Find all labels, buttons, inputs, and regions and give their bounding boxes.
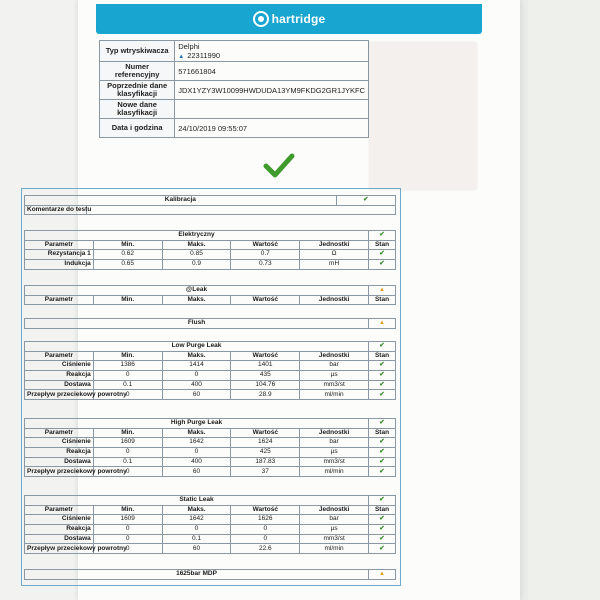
check-icon: ✔ — [379, 231, 385, 239]
table-row: Przepływ przeciekowy powrotny 0 60 22.6 ml/min ✔ — [25, 544, 396, 554]
table-row: Reakcja 0 0 425 µs ✔ — [25, 448, 396, 458]
status-cell — [336, 196, 395, 206]
check-icon: ✔ — [379, 250, 385, 258]
table-row: Rezystancja 1 0.62 0.85 0.7 Ω ✔ — [25, 250, 396, 260]
section-title: High Purge Leak — [25, 419, 369, 429]
col-header: Jednostki — [300, 240, 369, 250]
table-row: Dostawa 0 0.1 0 mm3/st ✔ — [25, 534, 396, 544]
info-row — [100, 62, 369, 81]
check-icon: ✔ — [379, 380, 385, 388]
check-icon: ✔ — [379, 467, 385, 475]
injector-info-table — [99, 40, 369, 138]
check-icon: ✔ — [379, 515, 385, 523]
check-icon: ✔ — [379, 371, 385, 379]
section-title: 1625bar MDP — [25, 570, 369, 580]
brand-banner — [96, 4, 482, 34]
check-icon: ✔ — [379, 544, 385, 552]
header-row: Parametr Min. Maks. Wartość Jednostki Stan — [25, 505, 396, 515]
section-title: Low Purge Leak — [25, 342, 369, 352]
table-row: Dostawa 0.1 400 187.83 mm3/st ✔ — [25, 457, 396, 467]
electrical-section — [24, 230, 396, 270]
pass-check-icon — [264, 152, 294, 178]
status-cell — [369, 231, 396, 241]
hartridge-logo-icon — [253, 11, 269, 27]
col-header: Parametr — [25, 240, 94, 250]
info-row — [100, 41, 369, 62]
flush-section — [24, 318, 396, 329]
col-header: Min. — [93, 240, 162, 250]
info-label: Data i godzina — [100, 119, 175, 138]
mdp-section — [24, 569, 396, 580]
warning-icon: ▲ — [379, 320, 385, 327]
info-row — [100, 100, 369, 119]
leak-section — [24, 285, 396, 305]
info-label: Numer referencyjny — [100, 62, 175, 81]
info-row — [100, 119, 369, 138]
table-row: Ciśnienie 1609 1642 1626 bar ✔ — [25, 515, 396, 525]
info-row — [100, 81, 369, 100]
triangle-icon: ▲ — [178, 54, 185, 60]
info-value: 24/10/2019 09:55:07 — [175, 119, 369, 138]
check-icon: ✔ — [379, 496, 385, 504]
info-label: Poprzednie dane klasyfikacji — [100, 81, 175, 100]
table-row: Ciśnienie 1386 1414 1401 bar ✔ — [25, 361, 396, 371]
check-icon: ✔ — [379, 448, 385, 456]
header-row: Parametr Min. Maks. Wartość Jednostki Stan — [25, 295, 396, 305]
col-header: Stan — [369, 240, 396, 250]
info-value: 571661804 — [175, 62, 369, 81]
check-icon: ✔ — [363, 196, 369, 204]
table-row: Reakcja 0 0 435 µs ✔ — [25, 371, 396, 381]
comment-label: Komentarze do testu — [25, 205, 87, 215]
info-label: Typ wtryskiwacza — [100, 41, 175, 62]
check-icon: ✔ — [379, 361, 385, 369]
comment-value — [87, 205, 396, 215]
injector-type-value: Delphi — [178, 42, 200, 51]
section-title: Elektryczny — [25, 231, 369, 241]
check-icon: ✔ — [379, 534, 385, 542]
section-title: @Leak — [25, 286, 369, 296]
header-row: Parametr Min. Maks. Wartość Jednostki Stan — [25, 351, 396, 361]
col-header: Wartość — [231, 240, 300, 250]
injector-sub-value: 22311990 — [187, 51, 221, 60]
info-value — [175, 41, 369, 62]
check-icon: ✔ — [379, 457, 385, 465]
warning-icon: ▲ — [379, 287, 385, 294]
header-row: Parametr Min. Maks. Wartość Jednostki Stan — [25, 428, 396, 438]
table-row: Reakcja 0 0 0 µs ✔ — [25, 525, 396, 535]
check-icon: ✔ — [379, 342, 385, 350]
calibration-section — [24, 195, 396, 215]
section-title: Static Leak — [25, 496, 369, 506]
table-row: Przepływ przeciekowy powrotny 0 60 37 ml/min ✔ — [25, 467, 396, 477]
check-icon: ✔ — [379, 419, 385, 427]
header-row — [25, 240, 396, 250]
static-leak-section — [24, 495, 396, 554]
low-purge-section — [24, 341, 396, 400]
check-icon: ✔ — [379, 260, 385, 268]
brand-logo-text: hartridge — [271, 12, 326, 26]
table-row: Przepływ przeciekowy powrotny 0 60 28.9 ml/min ✔ — [25, 390, 396, 400]
check-icon: ✔ — [379, 438, 385, 446]
table-row: Dostawa 0.1 400 104.76 mm3/st ✔ — [25, 380, 396, 390]
table-row: Ciśnienie 1609 1642 1624 bar ✔ — [25, 438, 396, 448]
info-value: JDX1YZY3W10099HWDUDA13YM9FKDG2GR1JYKFC — [175, 81, 369, 100]
check-icon: ✔ — [379, 390, 385, 398]
check-icon: ✔ — [379, 525, 385, 533]
label-sticker — [369, 42, 477, 190]
section-title: Flush — [25, 319, 369, 329]
table-row: Indukcja 0.65 0.9 0.73 mH ✔ — [25, 260, 396, 270]
col-header: Maks. — [162, 240, 231, 250]
info-label: Nowe dane klasyfikacji — [100, 100, 175, 119]
high-purge-section — [24, 418, 396, 477]
warning-icon: ▲ — [379, 571, 385, 578]
background-right — [528, 0, 600, 600]
section-title: Kalibracja — [25, 196, 337, 206]
info-value — [175, 100, 369, 119]
